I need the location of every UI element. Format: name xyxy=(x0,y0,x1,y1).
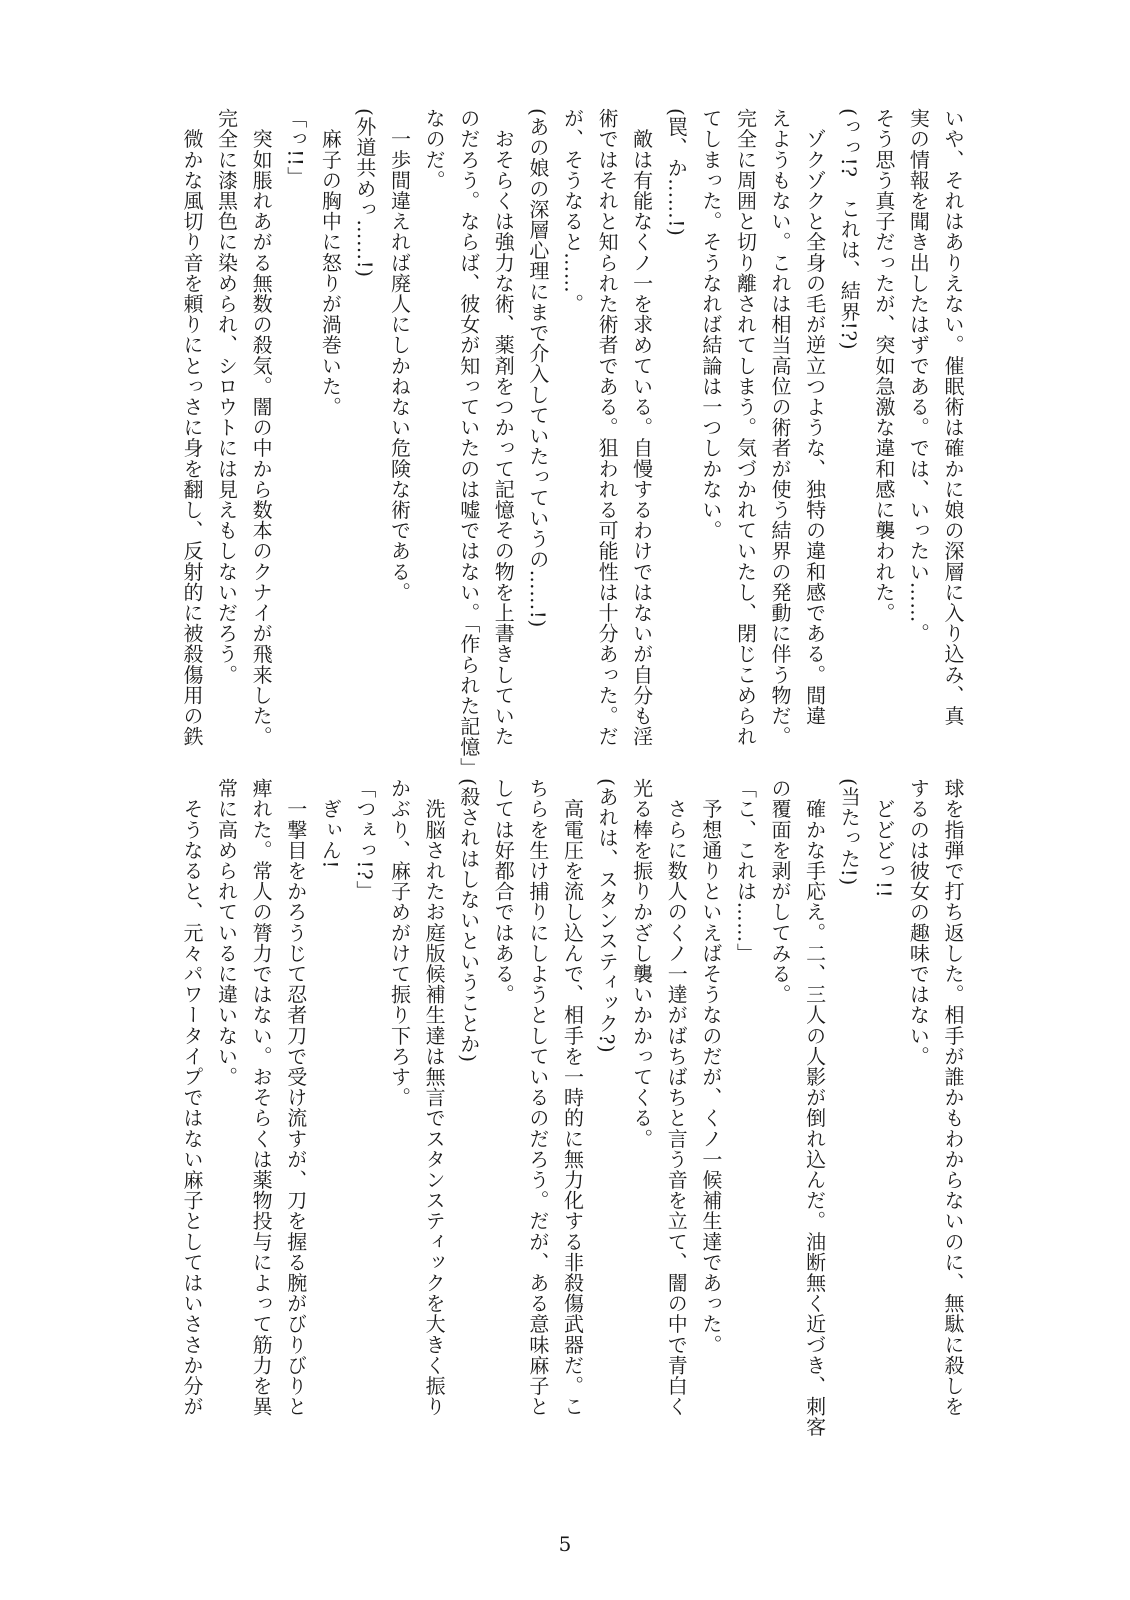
text-column: のだろう。ならば、彼女が知っていたのは嘘ではない。「作られた記憶」 xyxy=(456,108,481,778)
text-column: の覆面を剥がしてみる。 xyxy=(768,778,793,1005)
text-column: 一撃目をかろうじて忍者刀で受け流すが、刀を握る腕がびりびりと xyxy=(283,778,308,1417)
text-column: (外道共めっ……!) xyxy=(352,108,377,278)
text-column: かぶり、麻子めがけて振り下ろす。 xyxy=(387,778,412,1108)
text-column: おそらくは強力な術、薬剤をつかって記憶その物を上書きしていた xyxy=(491,108,516,747)
text-column: ゾクゾクと全身の毛が逆立つような、独特の違和感である。間違 xyxy=(802,108,827,726)
text-column: ちらを生け捕りにしようとしているのだろう。だが、ある意味麻子と xyxy=(525,778,550,1417)
text-column: ぎぃん! xyxy=(318,778,343,870)
text-column: 敵は有能なくノ一を求めている。自慢するわけではないが自分も淫 xyxy=(629,108,654,747)
text-column: 完全に周囲と切り離されてしまう。気づかれていたし、閉じこめられ xyxy=(733,108,758,747)
text-column: 確かな手応え。二、三人の人影が倒れ込んだ。油断無く近づき、刺客 xyxy=(802,778,827,1438)
text-column: 「っ!!」 xyxy=(283,108,308,188)
text-column: 高電圧を流し込んで、相手を一時的に無力化する非殺傷武器だ。こ xyxy=(560,778,585,1417)
text-column: そう思う真子だったが、突如急激な違和感に襲われた。 xyxy=(871,108,896,623)
text-column: 微かな風切り音を頼りにとっさに身を翻し、反射的に被殺傷用の鉄 xyxy=(179,108,204,747)
text-column: いや、それはありえない。催眠術は確かに娘の深層に入り込み、真 xyxy=(941,108,965,726)
text-column: さらに数人のくノ一達がばちばちと言う音を立て、闇の中で青白く xyxy=(664,778,689,1417)
page-number: 5 xyxy=(558,1532,572,1556)
text-column: なのだ。 xyxy=(422,108,447,191)
text-column: するのは彼女の趣味ではない。 xyxy=(906,778,931,1067)
text-block-top xyxy=(174,108,970,778)
text-column: 痺れた。常人の膂力ではない。おそらくは薬物投与によって筋力を異 xyxy=(249,778,274,1417)
text-column: 光る棒を振りかざし襲いかかってくる。 xyxy=(629,778,654,1149)
text-column: 洗脳されたお庭版候補生達は無言でスタンスティックを大きく振り xyxy=(422,778,447,1417)
text-column: 一歩間違えれば廃人にしかねない危険な術である。 xyxy=(387,108,412,603)
text-column: 球を指弾で打ち返した。相手が誰かもわからないのに、無駄に殺しを xyxy=(941,778,965,1417)
text-column: そうなると、元々パワータイプではない麻子としてはいささか分が xyxy=(179,778,204,1417)
text-column: えようもない。これは相当高位の術者が使う結界の発動に伴う物だ。 xyxy=(768,108,793,747)
text-column: 「つぇっ!?」 xyxy=(352,778,377,901)
text-column: てしまった。そうなれば結論は一つしかない。 xyxy=(698,108,723,541)
text-column: (罠、か……!) xyxy=(664,108,689,237)
text-column: (っっ!? これは、結界!?) xyxy=(837,108,862,351)
text-column: しては好都合ではある。 xyxy=(491,778,516,1005)
text-column: どどどっ!! xyxy=(871,778,896,899)
text-block-bottom xyxy=(174,778,970,1438)
text-column: (殺されはしないということか) xyxy=(456,778,481,1063)
text-column: 術ではそれと知られた術者である。狙われる可能性は十分あった。だ xyxy=(595,108,620,747)
text-column: (あれは、スタンスティック?) xyxy=(595,778,620,1054)
text-column: (当たった!) xyxy=(837,778,862,886)
text-column: 突如脹れあがる無数の殺気。闇の中から数本のクナイが飛来した。 xyxy=(249,108,274,747)
text-column: 「こ、これは……」 xyxy=(733,778,758,964)
text-column: が、そうなると……。 xyxy=(560,108,585,314)
text-column: 完全に漆黒色に染められ、シロウトには見えもしないだろう。 xyxy=(214,108,239,685)
text-column: 麻子の胸中に怒りが渦巻いた。 xyxy=(318,108,343,417)
text-column: (あの娘の深層心理にまで介入していたっていうの……!) xyxy=(525,108,550,628)
text-column: 常に高められているに違いない。 xyxy=(214,778,239,1087)
text-column: 実の情報を聞き出したはずである。では、いったい……。 xyxy=(906,108,931,644)
text-column: 予想通りといえばそうなのだが、くノ一候補生達であった。 xyxy=(698,778,723,1355)
